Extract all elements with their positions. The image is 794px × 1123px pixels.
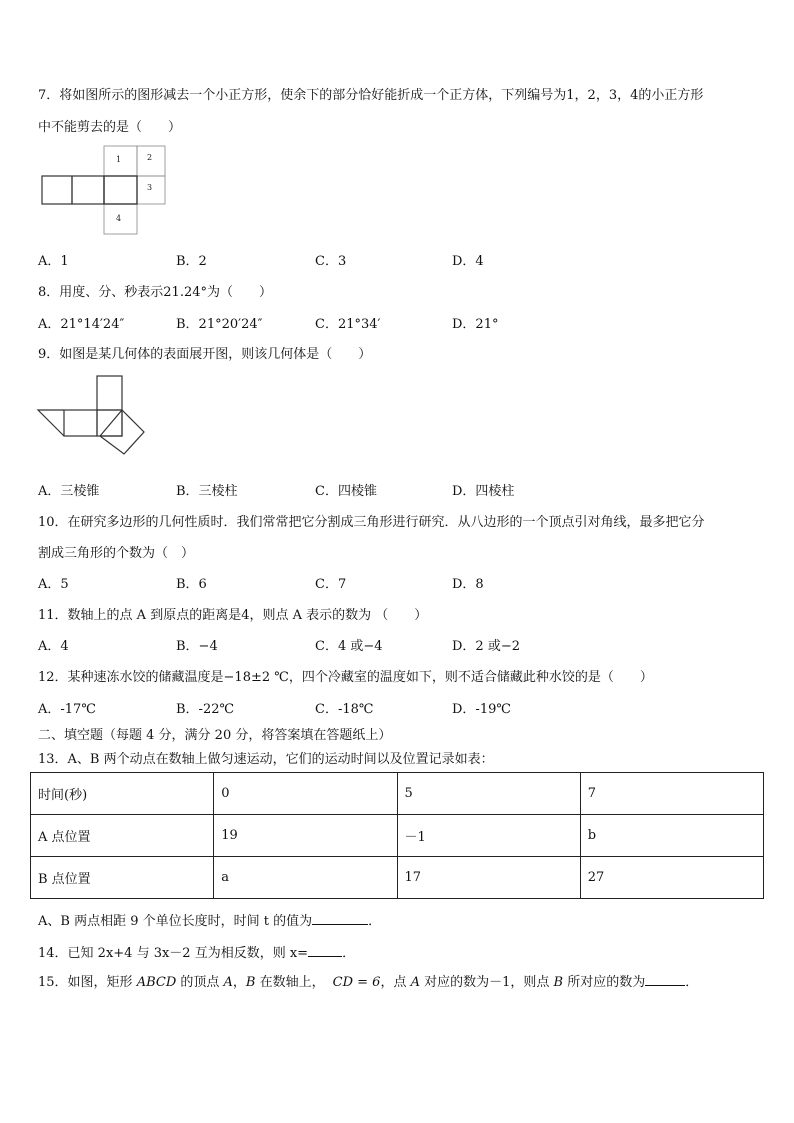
q8-option-b: B．21°20′24″ [176,317,263,332]
q10-stem-line2: 割成三角形的个数为（ ） [38,546,195,561]
q15-text: ，则点 [510,975,554,990]
q13-followup [38,910,381,929]
q15-line [38,971,698,990]
q14-stem: 14．已知 2x+4 与 3x－2 互为相反数，则 x= [38,946,309,961]
table-cell: A 点位置 [31,815,214,857]
q7-option-c: C．3 [315,254,347,269]
answer-blank[interactable] [645,973,685,986]
q12-option-b: B．-22℃ [176,702,235,717]
label-2: 2 [147,153,153,162]
q15-b2: B [553,975,564,990]
q13-stem: 13．A、B 两个动点在数轴上做匀速运动，它们的运动时间以及位置记录如表： [38,752,494,767]
q15-b: B [245,975,256,990]
q7-option-d: D．4 [452,254,484,269]
label-1: 1 [116,155,122,164]
period: ． [368,914,382,929]
q15-a2: A [410,975,420,990]
q9-option-a: A．三棱锥 [38,484,100,499]
q7-option-b: B．2 [176,254,207,269]
net-left-triangle [38,410,64,436]
q11-option-a: A．4 [38,639,69,654]
q9-option-d: D．四棱柱 [452,484,515,499]
q7-stem-line1: 7．将如图所示的图形减去一个小正方形，使余下的部分恰好能折成一个正方体，下列编号为1，2，3，4的小正方形 [38,88,704,103]
q10-option-d: D．8 [452,577,484,592]
q9-option-c: C．四棱锥 [315,484,377,499]
table-cell: 7 [580,773,763,815]
section-heading-fill-in: 二、填空题（每题 4 分，满分 20 分，将答案填在答题纸上） [38,728,392,743]
table-cell: 17 [397,857,580,899]
table-row [31,857,764,899]
q9-option-b: B．三棱柱 [176,484,238,499]
q15-text: 15．如图，矩形 [38,975,137,990]
table-cell: 27 [580,857,763,899]
q15-text: 对应的数为 [419,975,490,990]
q10-option-c: C．7 [315,577,347,592]
table-cell: b [580,815,763,857]
net-square [72,176,104,204]
q11-option-c: C．4 或−4 [315,639,383,654]
label-3: 3 [147,183,153,192]
q8-option-c: C．21°34′ [315,317,381,332]
table-cell: 时间(秒) [31,773,214,815]
net-center-square [104,176,137,204]
q12-stem: 12．某种速冻水饺的储藏温度是−18±2 ℃，四个冷藏室的温度如下，则不适合储藏此种水饺的是（ ） [38,670,653,685]
table-cell: －1 [397,815,580,857]
q15-text: 所对应的数为 [563,975,646,990]
q10-option-b: B．6 [176,577,207,592]
q15-abcd: ABCD [136,975,177,990]
q15-text: 在数轴上， [255,975,325,990]
net-square [42,176,72,204]
q15-text: ， [232,975,246,990]
q7-cube-net-figure [40,144,170,236]
label-4: 4 [116,214,122,223]
q9-stem: 9．如图是某几何体的表面展开图，则该几何体是（ ） [38,347,372,362]
net-mid-left [64,410,97,436]
q10-option-a: A．5 [38,577,69,592]
period: ． [685,975,699,990]
q15-a: A [223,975,233,990]
net-square [104,176,137,204]
table-cell: 0 [214,773,397,815]
q15-cd: CD = 6 [332,975,381,990]
q11-option-b: B．−4 [176,639,218,654]
answer-blank[interactable] [308,944,342,957]
table-cell: B 点位置 [31,857,214,899]
q8-stem: 8．用度、分、秒表示21.24°为（ ） [38,285,272,300]
q11-stem: 11．数轴上的点 A 到原点的距离是4，则点 A 表示的数为 （ ） [38,608,428,623]
table-row [31,815,764,857]
q12-option-a: A．-17℃ [38,702,96,717]
net-top-rect [97,376,122,410]
q13-followup-text: A、B 两点相距 9 个单位长度时，时间 t 的值为 [38,914,313,929]
q12-option-c: C．-18℃ [315,702,374,717]
q11-option-d: D．2 或−2 [452,639,520,654]
table-cell: 19 [214,815,397,857]
q12-option-d: D．-19℃ [452,702,511,717]
q13-table [30,772,764,899]
q14-line [38,942,355,961]
table-row [31,773,764,815]
q15-text: 的顶点 [176,975,224,990]
q15-text: ，点 [380,975,411,990]
q9-net-figure [36,374,151,466]
period: ． [342,946,356,961]
answer-blank[interactable] [312,912,368,925]
table-cell: a [214,857,397,899]
q7-stem-line2: 中不能剪去的是（ ） [38,120,182,135]
q15-num: －1 [489,975,511,990]
q10-stem-line1: 10．在研究多边形的几何性质时．我们常常把它分割成三角形进行研究．从八边形的一个顶点引对角线，最多把它分 [38,515,705,530]
q8-option-a: A．21°14′24″ [38,317,125,332]
q8-option-d: D．21° [452,317,499,332]
table-cell: 5 [397,773,580,815]
q7-option-a: A．1 [38,254,69,269]
